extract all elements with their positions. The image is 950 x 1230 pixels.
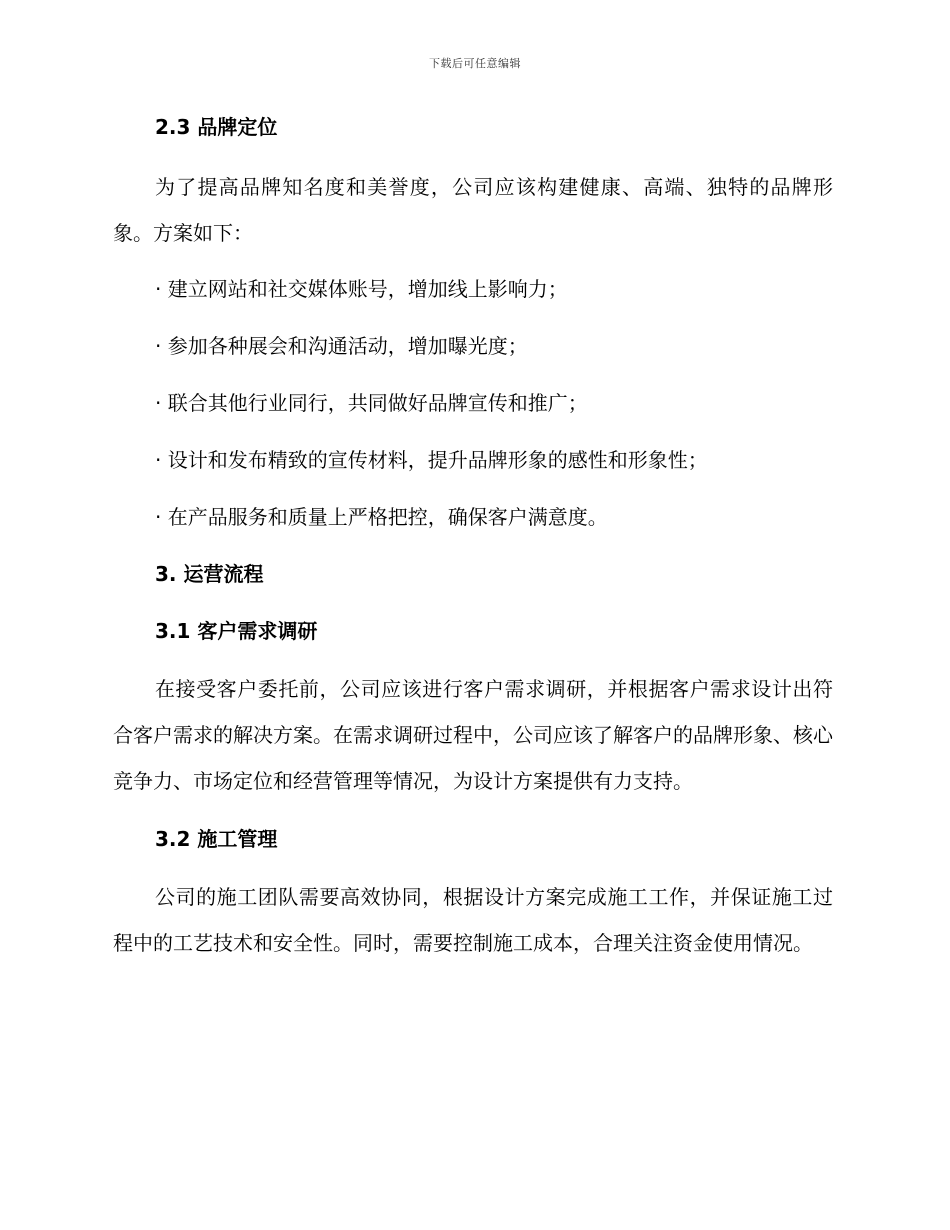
bullet-item: · 联合其他行业同行，共同做好品牌宣传和推广； [155,391,588,415]
section-heading-2-3: 2.3 品牌定位 [155,115,278,139]
section-3-2-body: 公司的施工团队需要高效协同，根据设计方案完成施工工作，并保证施工过程中的工艺技术和安全性。同时，需要控制施工成本，合理关注资金使用情况。 [113,885,833,955]
section-3-1-body: 在接受客户委托前，公司应该进行客户需求调研，并根据客户需求设计出符合客户需求的解决方案。在需求调研过程中，公司应该了解客户的品牌形象、核心竞争力、市场定位和经营管理等情况，为设计方案提供有力支持。 [113,677,833,793]
header-note: 下载后可任意编辑 [429,57,521,70]
bullet-item: · 参加各种展会和沟通活动，增加曝光度； [155,334,528,358]
bullet-item: · 设计和发布精致的宣传材料，提升品牌形象的感性和形象性； [155,448,708,472]
section-2-3-intro: 为了提高品牌知名度和美誉度，公司应该构建健康、高端、独特的品牌形象。方案如下： [113,175,833,245]
bullet-item: · 在产品服务和质量上严格把控，确保客户满意度。 [155,505,608,529]
document-body [113,112,833,966]
bullet-item: · 建立网站和社交媒体账号，增加线上影响力； [155,277,568,301]
section-heading-3-2: 3.2 施工管理 [155,827,278,851]
section-heading-3-1: 3.1 客户需求调研 [155,619,318,643]
section-heading-3: 3. 运营流程 [155,562,264,586]
